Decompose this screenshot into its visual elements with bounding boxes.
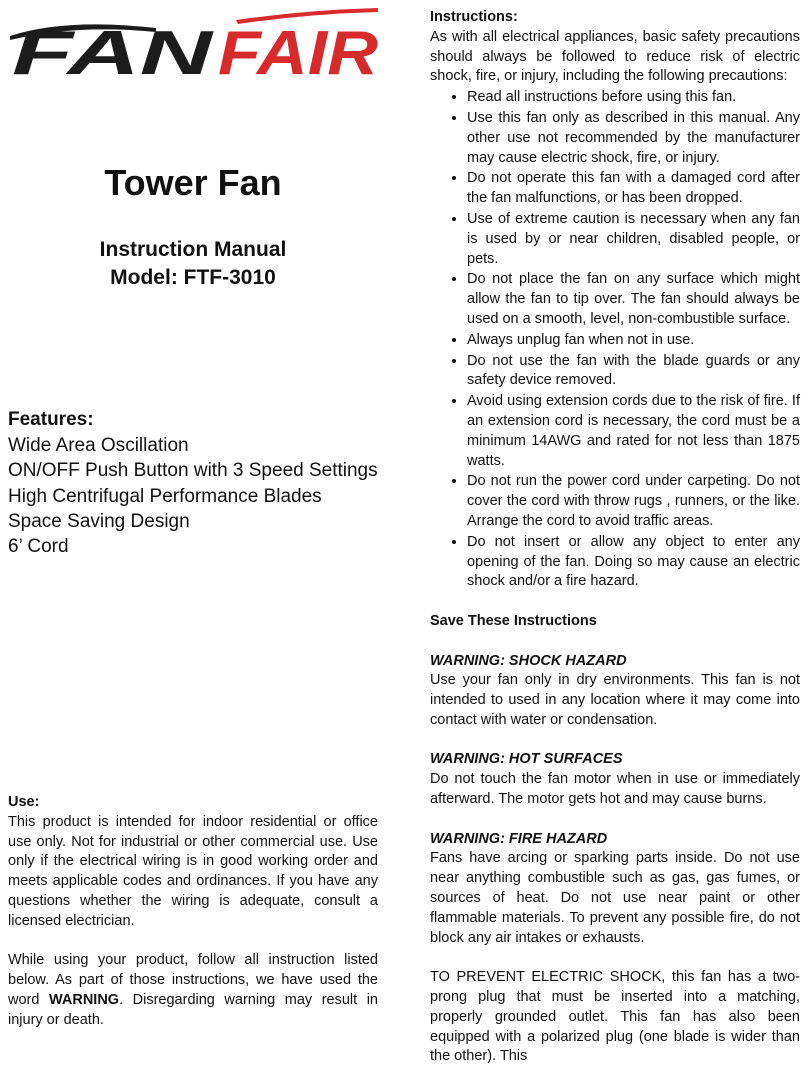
instructions-list — [430, 87, 800, 592]
features-list — [8, 433, 378, 559]
features-section — [8, 407, 378, 559]
warning-shock-text: Use your fan only in dry environments. This fan is not intended to used in any location where it may come into contact with water or condensation. — [430, 672, 800, 728]
instruction-item: • Do not run the power cord under carpeting. Do not cover the cord with throw rugs , runners, or the like. Arrange the cord to avoid traffic areas. — [467, 471, 800, 531]
instructions-intro: As with all electrical appliances, basic safety precautions should always be followed to reduce risk of electric shock, fire, or injury, including the following precautions: — [430, 28, 800, 85]
fanfair-logo — [6, 6, 380, 78]
warning-fire-text: Fans have arcing or sparking parts inside. Do not use near anything combustible such as gas, gas fumes, or sources of heat. Do not use near paint or other flammable materials. To prevent any possible fire, do not block any air intakes or exhausts. — [430, 850, 800, 946]
warning-hot-text: Do not touch the fan motor when in use or immediately afterward. The motor gets hot and may cause burns. — [430, 771, 800, 808]
page-title: Tower Fan — [104, 162, 282, 203]
save-instructions: Save These Instructions — [430, 612, 597, 629]
warning-fire-title: WARNING: FIRE HAZARD — [430, 830, 608, 847]
use-section — [8, 793, 378, 1031]
instructions-heading: Instructions: — [430, 9, 518, 25]
instruction-item: • Read all instructions before using this fan. — [467, 87, 800, 108]
instruction-item: • Always unplug fan when not in use. — [467, 330, 800, 351]
warning-note-paragraph — [8, 951, 378, 1030]
logo-fan-text: FAN — [12, 19, 214, 78]
feature-item: Wide Area Oscillation — [8, 435, 189, 456]
warning-note-text: While using your product, follow all instruction listed below. As part of those instructions, we have used the word — [8, 952, 378, 1008]
feature-item: Space Saving Design — [8, 510, 190, 532]
instruction-item: • Avoid using extension cords due to the risk of fire. If an extension cord is necessary, the cord must be a minimum 14AWG and rated for not less than 1875 watts. — [467, 391, 800, 471]
logo-fair-text: FAIR — [218, 19, 379, 78]
instruction-item: • Do not use the fan with the blade guards or any safety device removed. — [467, 351, 800, 392]
instruction-item: • Do not insert or allow any object to enter any opening of the fan. Doing so may cause an electric shock and/or a fire hazard. — [467, 532, 800, 592]
instruction-item: • Do not place the fan on any surface which might allow the fan to tip over. The fan should always be used on a smooth, level, non-combustible surface. — [467, 269, 800, 329]
prevent-shock-paragraph: TO PREVENT ELECTRIC SHOCK, this fan has a two-prong plug that must be inserted into a matching, properly grounded outlet. This fan has also been equipped with a polarized plug (one blade is wider than the other). This — [430, 969, 800, 1065]
instruction-item: • Do not operate this fan with a damaged cord after the fan malfunctions, or has been dropped. — [467, 168, 800, 209]
instruction-item: • Use this fan only as described in this manual. Any other use not recommended by the manufacturer may cause electric shock, fire, or injury. — [467, 108, 800, 168]
warning-hot-title: WARNING: HOT SURFACES — [430, 751, 623, 768]
manual-subtitle: Instruction Manual — [99, 238, 287, 261]
model-number: Model: FTF-3010 — [110, 266, 276, 289]
feature-item: 6’ Cord — [8, 536, 69, 558]
use-heading: Use: — [8, 794, 40, 810]
features-heading: Features: — [8, 409, 94, 430]
warning-note-text: . Disregarding warning may result in injury or death. — [8, 991, 378, 1028]
use-paragraph: This product is intended for indoor residential or office use only. Not for industrial or other commercial use. Use only if the electrical wiring is in good working order and meets applicable codes and ordinances. If you have any questions whether the wiring is adequate, consult a licensed electrician. — [8, 813, 378, 929]
feature-item: ON/OFF Push Button with 3 Speed Settings — [8, 460, 378, 482]
warning-word: WARNING — [48, 991, 120, 1008]
feature-item: High Centrifugal Performance Blades — [8, 485, 322, 507]
warning-shock-title: WARNING: SHOCK HAZARD — [430, 652, 627, 669]
instructions-column — [430, 8, 800, 1067]
instruction-item: • Use of extreme caution is necessary when any fan is used by or near children, disabled people, or pets. — [467, 209, 800, 269]
